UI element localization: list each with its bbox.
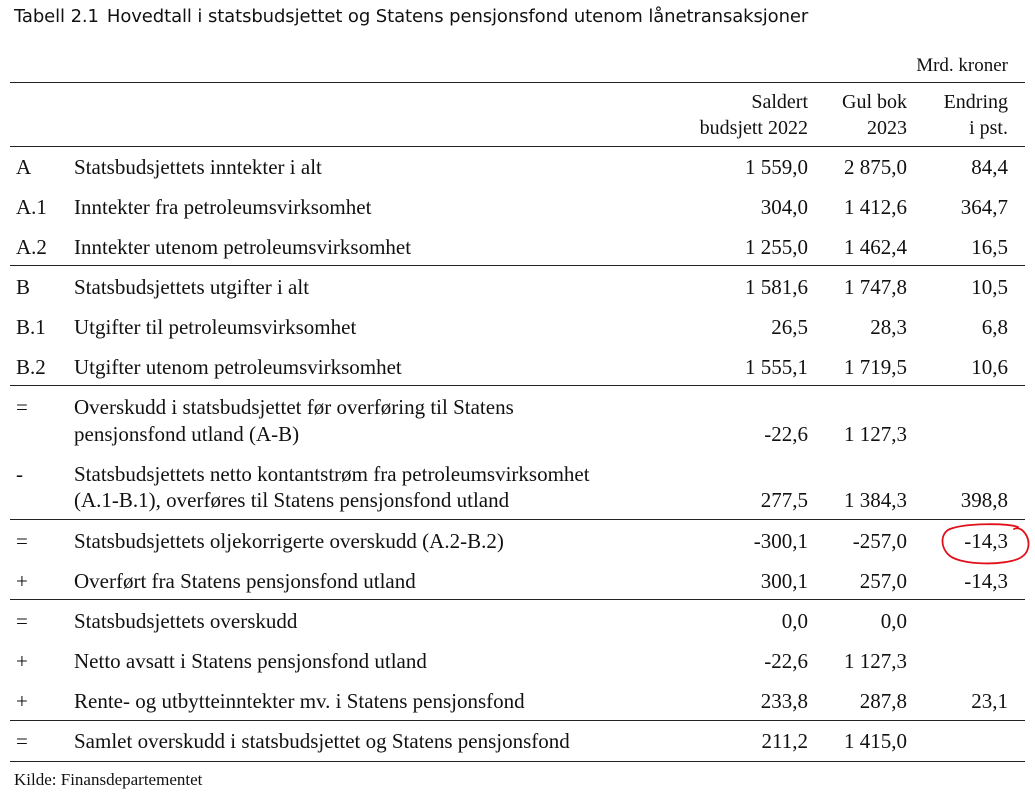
row-label: Overskudd i statsbudsjettet før overføring til Statens [74,395,514,419]
cell-gul-bok: 1 747,8 [844,275,907,299]
header-col2-line2: 2023 [867,117,907,139]
row-code: + [16,649,28,673]
row-code: = [16,529,28,553]
rule-after-oil-corrected [10,599,1025,600]
source-note: Kilde: Finansdepartementet [14,770,203,789]
header-col1-line1: Saldert [751,91,808,113]
cell-endring: 84,4 [971,155,1008,179]
row-label: Netto avsatt i Statens pensjonsfond utland [74,649,427,673]
cell-saldert: 300,1 [760,569,808,593]
rule-before-total [10,720,1025,721]
cell-gul-bok: 1 462,4 [844,235,907,259]
row-label: Utgifter utenom petroleumsvirksomhet [74,355,402,379]
cell-endring-highlighted: -14,3 [964,529,1008,553]
cell-saldert: 211,2 [761,729,808,753]
row-label: Statsbudsjettets overskudd [74,609,298,633]
cell-saldert: 1 255,0 [745,235,808,259]
cell-saldert: 304,0 [760,195,808,219]
header-gul-bok-2023 [842,89,907,141]
row-code: A [16,155,32,179]
cell-gul-bok: 1 127,3 [844,649,907,673]
cell-endring: 398,8 [960,488,1008,512]
header-saldert-budsjett-2022 [700,89,808,141]
table-number: Tabell 2.1 [14,6,99,27]
cell-saldert: 26,5 [771,315,808,339]
cell-endring: 16,5 [971,235,1008,259]
row-label: Utgifter til petroleumsvirksomhet [74,315,357,339]
cell-saldert: 1 581,6 [745,275,808,299]
cell-endring: 10,6 [971,355,1008,379]
row-label: Samlet overskudd i statsbudsjettet og Statens pensjonsfond [74,729,570,753]
row-label: Statsbudsjettets utgifter i alt [74,275,310,299]
row-label: Inntekter utenom petroleumsvirksomhet [74,235,412,259]
cell-gul-bok: 1 127,3 [844,422,907,446]
cell-saldert: -22,6 [764,649,808,673]
cell-gul-bok: 1 415,0 [844,729,907,753]
cell-gul-bok: 1 384,3 [844,488,907,512]
row-code: + [16,569,28,593]
header-col1-line2: budsjett 2022 [699,117,808,139]
header-col3-line2: i pst. [969,117,1008,139]
row-code: - [16,462,23,486]
row-code: A.2 [16,235,47,259]
rule-after-transfer [10,519,1025,520]
row-label: Inntekter fra petroleumsvirksomhet [74,195,372,219]
cell-gul-bok: -257,0 [852,529,907,553]
row-label-continuation: pensjonsfond utland (A-B) [74,422,300,446]
table-title: Hovedtall i statsbudsjettet og Statens pensjonsfond utenom lånetransaksjoner [106,6,809,27]
cell-gul-bok: 1 719,5 [844,355,907,379]
row-code: = [16,395,28,419]
row-code: = [16,729,28,753]
cell-saldert: -300,1 [753,529,808,553]
rule-after-b [10,385,1025,386]
table-title-line [14,6,808,27]
cell-gul-bok: 1 412,6 [844,195,907,219]
cell-endring: 364,7 [960,195,1008,219]
cell-saldert: 233,8 [760,689,808,713]
red-circle-annotation [936,520,1032,568]
row-label: Statsbudsjettets netto kontantstrøm fra petroleumsvirksomhet [74,462,590,486]
rule-bottom [10,761,1025,762]
cell-endring: 23,1 [971,689,1008,713]
rule-header [10,146,1025,147]
cell-gul-bok: 0,0 [880,609,907,633]
header-col2-line1: Gul bok [842,91,907,113]
cell-saldert: 277,5 [760,488,808,512]
row-code: B.1 [16,315,46,339]
row-code: B [16,275,31,299]
rule-top [10,82,1025,83]
cell-endring: 10,5 [971,275,1008,299]
header-col3-line1: Endring [943,91,1008,113]
cell-saldert: 1 555,1 [745,355,808,379]
row-label: Overført fra Statens pensjonsfond utland [74,569,416,593]
row-code: = [16,609,28,633]
row-label-continuation: (A.1-B.1), overføres til Statens pensjonsfond utland [74,488,510,512]
cell-saldert: 1 559,0 [745,155,808,179]
cell-gul-bok: 287,8 [859,689,907,713]
row-label: Rente- og utbytteinntekter mv. i Statens pensjonsfond [74,689,525,713]
cell-endring: 6,8 [981,315,1008,339]
row-code: + [16,689,28,713]
cell-gul-bok: 257,0 [859,569,907,593]
rule-after-a [10,265,1025,266]
row-code: A.1 [16,195,47,219]
header-endring-pst [944,89,1008,141]
row-code: B.2 [16,355,46,379]
unit-label: Mrd. kroner [916,55,1008,76]
cell-gul-bok: 28,3 [870,315,907,339]
cell-saldert: -22,6 [764,422,808,446]
cell-endring: -14,3 [964,569,1008,593]
cell-saldert: 0,0 [781,609,808,633]
row-label: Statsbudsjettets inntekter i alt [74,155,322,179]
row-label: Statsbudsjettets oljekorrigerte overskudd (A.2-B.2) [74,529,504,553]
cell-gul-bok: 2 875,0 [844,155,907,179]
